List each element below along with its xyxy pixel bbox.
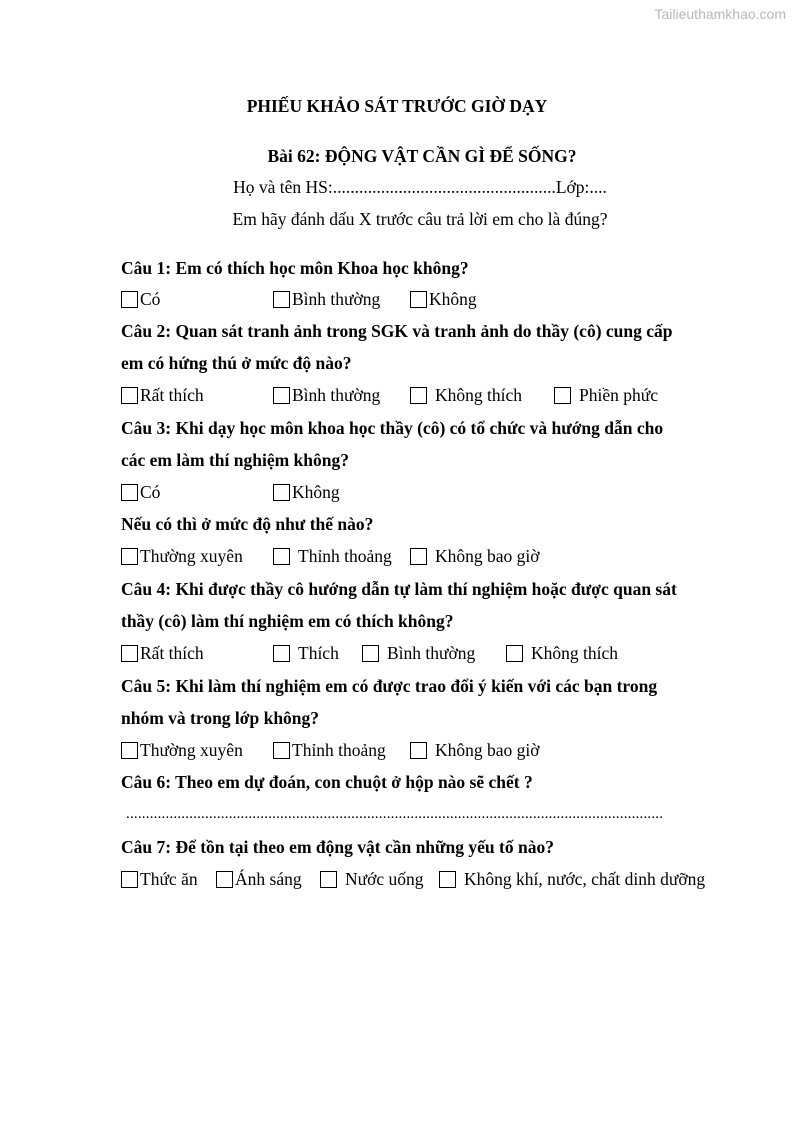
q7-option-2[interactable] [216, 869, 302, 890]
q4-option-1[interactable] [121, 643, 204, 664]
option-label: Bình thường [292, 385, 381, 405]
q1-option-3[interactable] [410, 289, 477, 310]
option-label: Thỉnh thoảng [292, 740, 386, 760]
checkbox[interactable] [410, 291, 427, 308]
option-label: Có [140, 482, 161, 502]
q2-option-2[interactable] [273, 385, 380, 406]
checkbox[interactable] [121, 291, 138, 308]
q7-option-4[interactable] [439, 869, 705, 890]
option-label: Thường xuyên [140, 546, 243, 566]
option-label: Thức ăn [140, 869, 198, 889]
question-2-line-2: em có hứng thú ở mức độ nào? [121, 353, 352, 373]
checkbox[interactable] [216, 871, 233, 888]
option-label: Không khí, nước, chất dinh dưỡng [464, 869, 706, 889]
checkbox[interactable] [273, 548, 290, 565]
checkbox[interactable] [439, 871, 456, 888]
option-label: Không bao giờ [435, 546, 540, 566]
checkbox[interactable] [273, 484, 290, 501]
checkbox[interactable] [273, 742, 290, 759]
q5-option-2[interactable] [273, 740, 386, 761]
q4-option-3[interactable] [362, 643, 475, 664]
option-label: Nước uống [345, 869, 424, 889]
q3-followup-option-1[interactable] [121, 546, 243, 567]
option-label: Không [292, 482, 340, 502]
question-1: Câu 1: Em có thích học môn Khoa học không? [121, 258, 469, 278]
checkbox[interactable] [273, 291, 290, 308]
option-label: Rất thích [140, 385, 204, 405]
q2-option-1[interactable] [121, 385, 204, 406]
q2-option-3[interactable] [410, 385, 522, 406]
question-7: Câu 7: Để tồn tại theo em động vật cần những yếu tố nào? [121, 837, 554, 857]
q3-followup-option-3[interactable] [410, 546, 540, 567]
checkbox[interactable] [121, 645, 138, 662]
survey-title: PHIẾU KHẢO SÁT TRƯỚC GIỜ DẠY [246, 96, 548, 116]
checkbox[interactable] [273, 645, 290, 662]
lesson-title: Bài 62: ĐỘNG VẬT CẦN GÌ ĐỂ SỐNG? [267, 146, 577, 166]
checkbox[interactable] [410, 548, 427, 565]
q6-answer-line[interactable]: ........................................................................................................................................ [126, 806, 664, 822]
q2-option-4[interactable] [554, 385, 658, 406]
q5-option-3[interactable] [410, 740, 540, 761]
q4-option-2[interactable] [273, 643, 339, 664]
question-3-line-2: các em làm thí nghiệm không? [121, 450, 349, 470]
option-label: Rất thích [140, 643, 204, 663]
checkbox[interactable] [121, 387, 138, 404]
question-6: Câu 6: Theo em dự đoán, con chuột ở hộp nào sẽ chết ? [121, 772, 533, 792]
question-4-line-1: Câu 4: Khi được thầy cô hướng dẫn tự làm thí nghiệm hoặc được quan sát [121, 579, 677, 599]
checkbox[interactable] [410, 387, 427, 404]
q7-option-3[interactable] [320, 869, 424, 890]
checkbox[interactable] [273, 387, 290, 404]
student-info-line: Họ và tên HS:...................................................Lớp:.... [233, 177, 607, 197]
option-label: Thỉnh thoảng [298, 546, 392, 566]
checkbox[interactable] [121, 742, 138, 759]
q3-option-2[interactable] [273, 482, 340, 503]
option-label: Bình thường [292, 289, 381, 309]
option-label: Ánh sáng [235, 869, 302, 889]
checkbox[interactable] [121, 871, 138, 888]
checkbox[interactable] [410, 742, 427, 759]
question-3-line-1: Câu 3: Khi dạy học môn khoa học thầy (cô) có tổ chức và hướng dẫn cho [121, 418, 664, 438]
question-2-line-1: Câu 2: Quan sát tranh ảnh trong SGK và tranh ảnh do thầy (cô) cung cấp [121, 321, 673, 341]
option-label: Có [140, 289, 161, 309]
q4-option-4[interactable] [506, 643, 618, 664]
checkbox[interactable] [362, 645, 379, 662]
q3-option-1[interactable] [121, 482, 160, 503]
checkbox[interactable] [554, 387, 571, 404]
option-label: Bình thường [387, 643, 476, 663]
question-5-line-2: nhóm và trong lớp không? [121, 708, 320, 728]
q5-option-1[interactable] [121, 740, 243, 761]
q3-followup-option-2[interactable] [273, 546, 392, 567]
checkbox[interactable] [320, 871, 337, 888]
watermark: Tailieuthamkhao.com [654, 6, 786, 22]
q1-option-2[interactable] [273, 289, 380, 310]
option-label: Không bao giờ [435, 740, 540, 760]
checkbox[interactable] [121, 548, 138, 565]
instruction-text: Em hãy đánh dấu X trước câu trả lời em cho là đúng? [232, 209, 608, 229]
option-label: Thường xuyên [140, 740, 243, 760]
option-label: Không thích [531, 643, 619, 663]
option-label: Phiền phức [579, 385, 658, 405]
option-label: Không thích [435, 385, 523, 405]
option-label: Không [429, 289, 477, 309]
question-5-line-1: Câu 5: Khi làm thí nghiệm em có được trao đổi ý kiến với các bạn trong [121, 676, 658, 696]
checkbox[interactable] [121, 484, 138, 501]
option-label: Thích [298, 643, 339, 663]
q1-option-1[interactable] [121, 289, 160, 310]
q7-option-1[interactable] [121, 869, 198, 890]
question-3-followup: Nếu có thì ở mức độ như thế nào? [121, 514, 374, 534]
checkbox[interactable] [506, 645, 523, 662]
question-4-line-2: thầy (cô) làm thí nghiệm em có thích không? [121, 611, 454, 631]
